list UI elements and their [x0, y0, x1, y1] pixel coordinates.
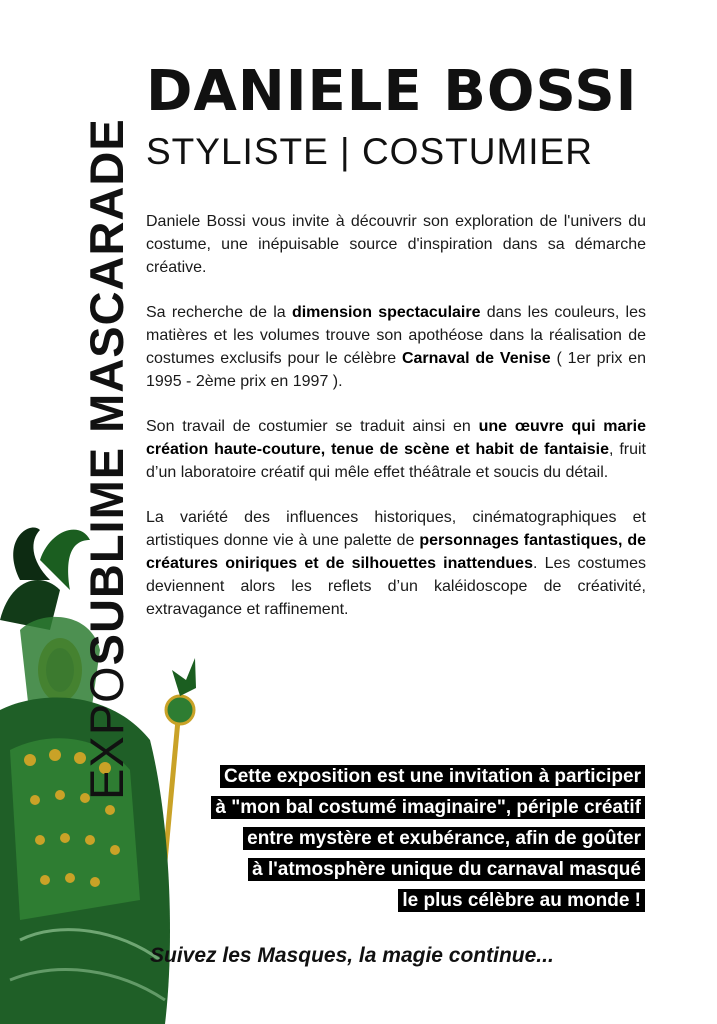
designer-name: DANIELE BOSSI — [146, 59, 638, 124]
signoff-tagline: Suivez les Masques, la magie continue... — [150, 944, 554, 967]
expo-prefix: EXPO — [80, 665, 133, 800]
banner-line: le plus célèbre au monde ! — [145, 888, 645, 915]
vertical-expo-title — [82, 60, 132, 800]
designer-role: STYLISTE | COSTUMIER — [146, 131, 593, 172]
paragraph-4: La variété des influences historiques, cinématographiques et artistiques donne vie à une palette de personnages fantastiques, de créatures oniriques et de silhouettes inattendues. Les costumes deviennent alors les reflets d’un kaléidoscope de créativité, extravagance et raffinement. — [146, 509, 646, 618]
paragraph-3: Son travail de costumier se traduit ainsi en une œuvre qui marie création haute-couture, tenue de scène et habit de fantaisie, fruit d’un laboratoire créatif qui mêle effet théâtrale et soucis du détail. — [146, 418, 646, 481]
invitation-banner — [145, 764, 645, 919]
banner-line: à l'atmosphère unique du carnaval masqué — [145, 857, 645, 884]
paragraph-1: Daniele Bossi vous invite à découvrir son exploration de l'univers du costume, une inépuisable source d'inspiration dans sa démarche créative. — [146, 213, 646, 276]
banner-line: Cette exposition est une invitation à participer — [145, 764, 645, 791]
banner-line: à "mon bal costumé imaginaire", périple créatif — [145, 795, 645, 822]
expo-name: SUBLIME MASCARADE — [80, 118, 133, 666]
banner-line: entre mystère et exubérance, afin de goûter — [145, 826, 645, 853]
paragraph-2: Sa recherche de la dimension spectaculaire dans les couleurs, les matières et les volumes trouve son apothéose dans la réalisation de costumes exclusifs pour le célèbre Carnaval de Venise ( 1er prix en 1995 - 2ème prix en 1997 ). — [146, 304, 647, 390]
description-text — [146, 210, 646, 643]
